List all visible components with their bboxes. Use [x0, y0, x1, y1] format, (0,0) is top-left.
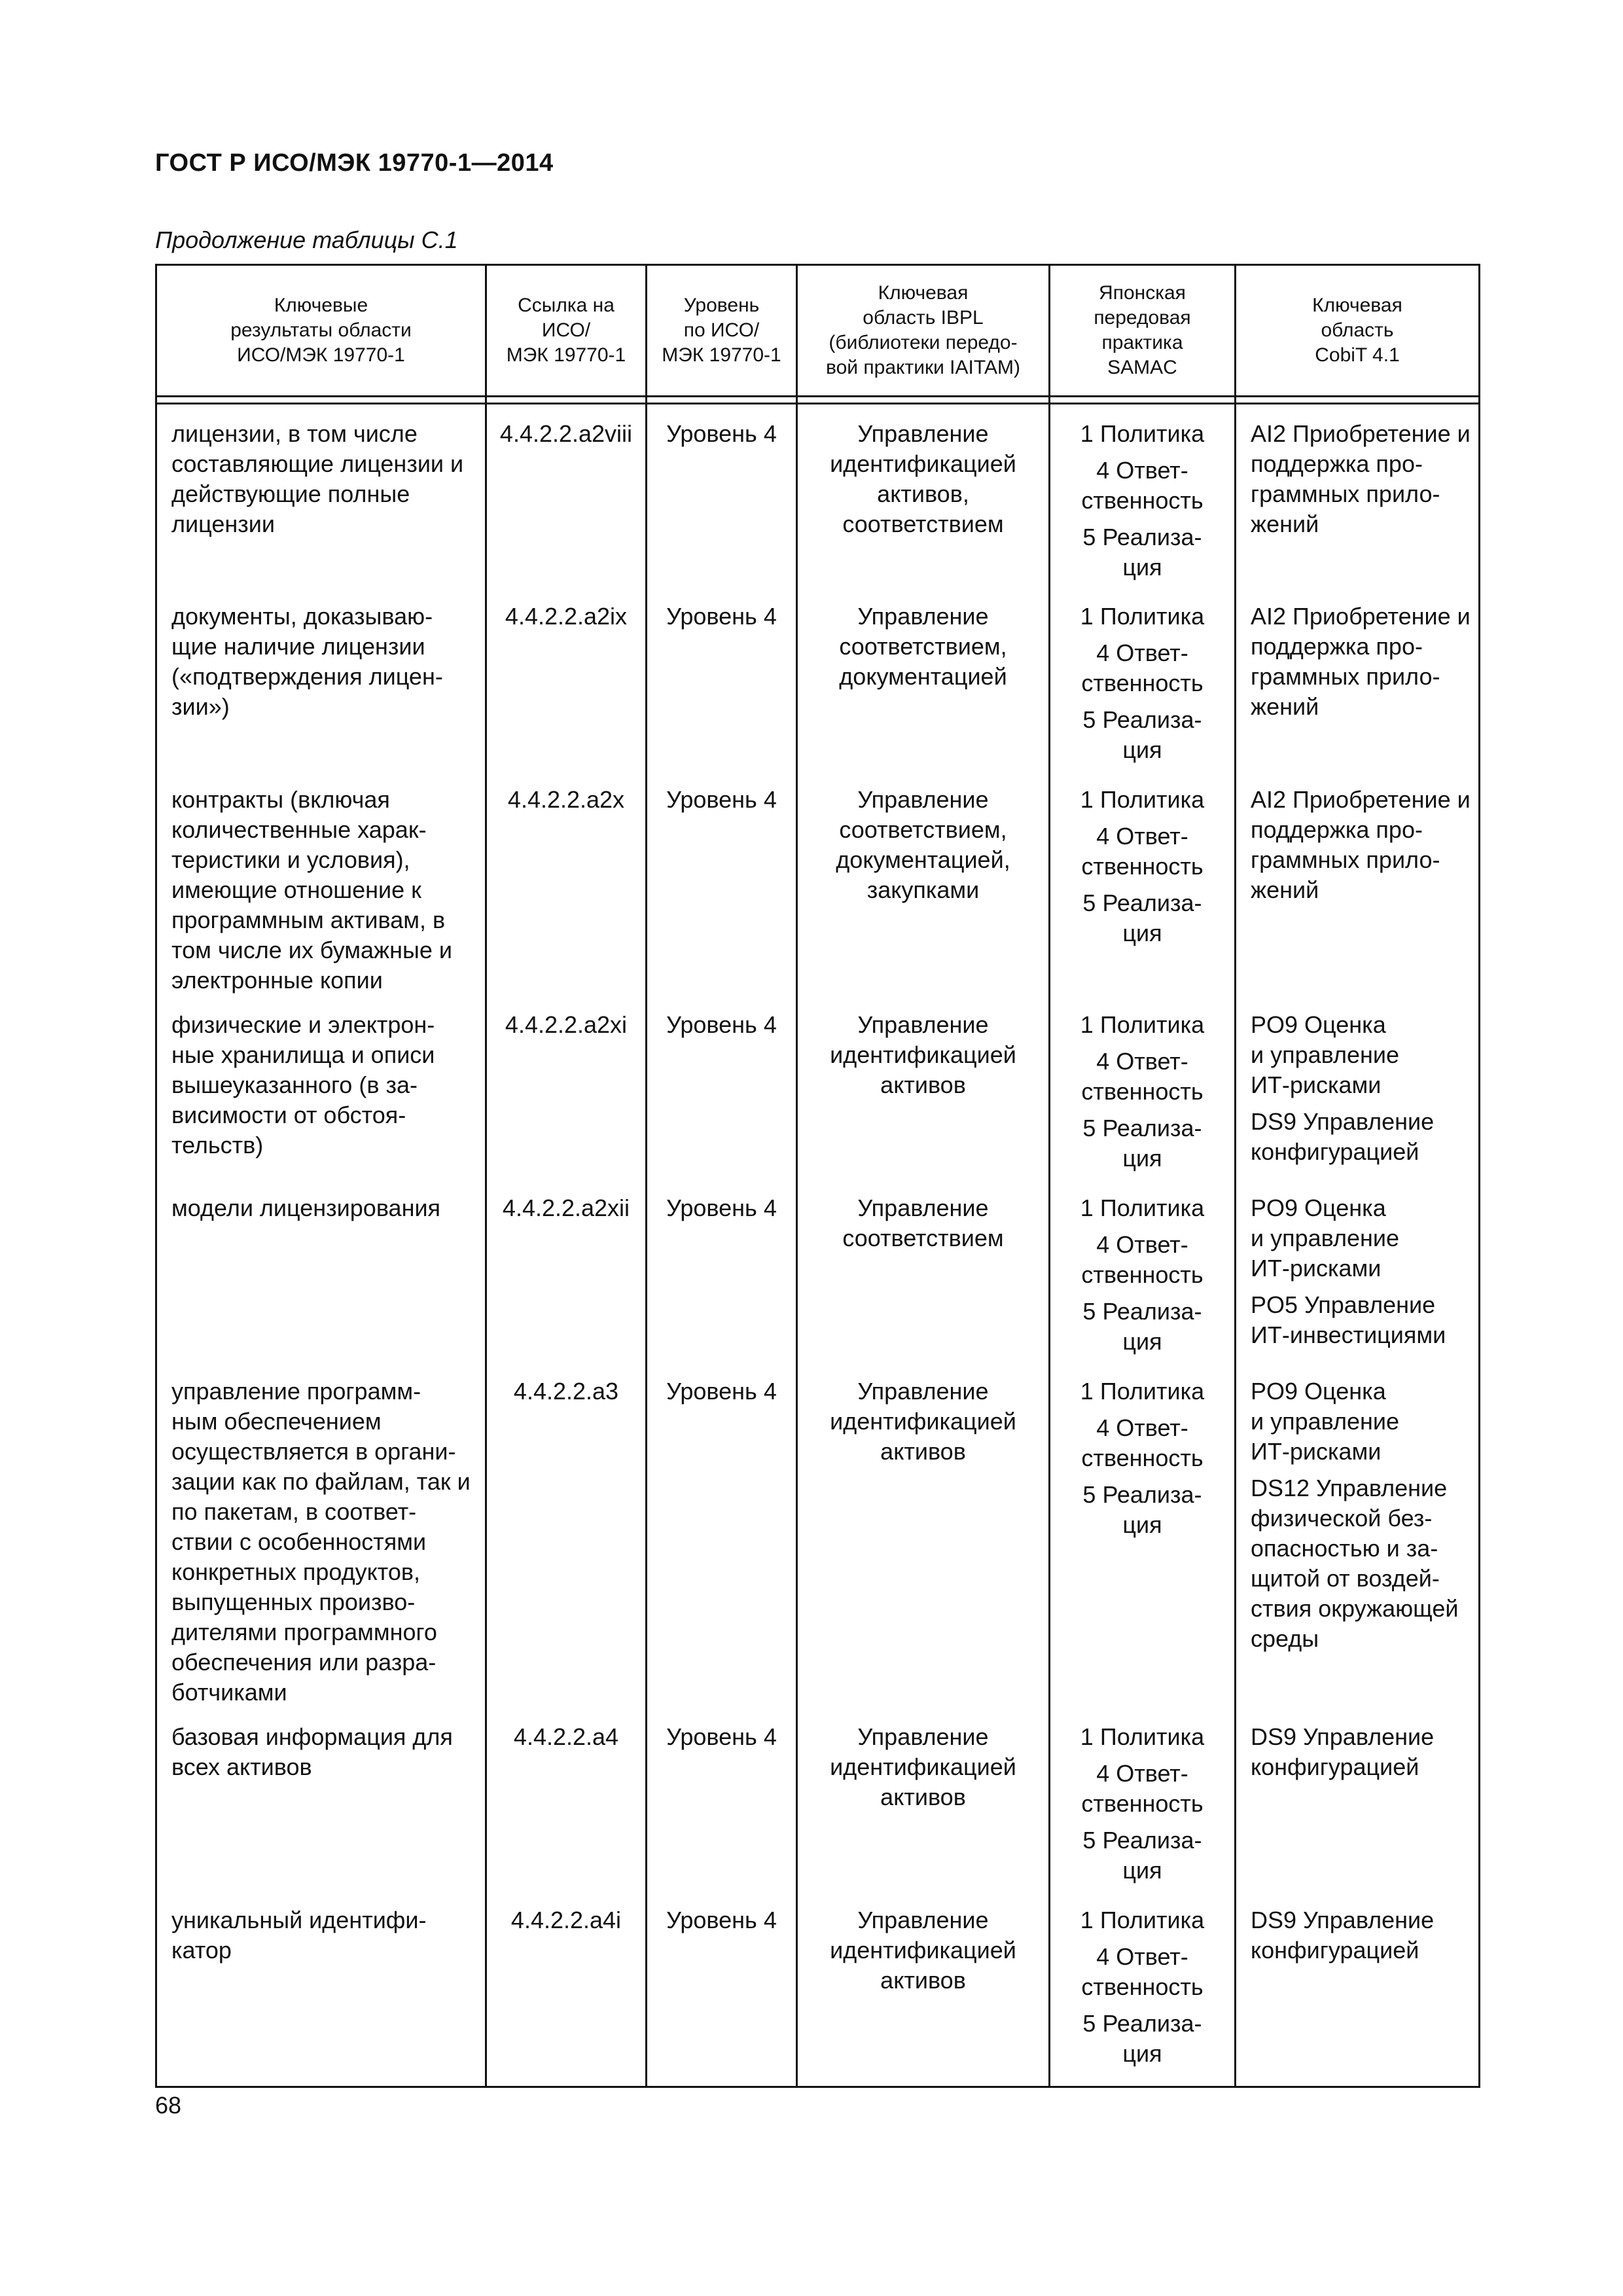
samac-item: 1 Политика: [1080, 1011, 1205, 1038]
cobit-item: AI2 Приобретение и поддержка про- граммных прило- жений: [1251, 785, 1471, 903]
cell-cobit: [1236, 1891, 1480, 2087]
cell-ibpl: [797, 1891, 1050, 2087]
column-header-ibpl: Ключевая область IBPL (библиотеки передо- вой практики IAITAM): [797, 265, 1050, 397]
samac-item: 4 Ответ- ственность: [1081, 1230, 1204, 1288]
cobit-item: PO9 Оценка и управление ИТ-рисками: [1251, 1011, 1399, 1098]
cell-reference-text: 4.4.2.2.a3: [513, 1377, 619, 1405]
cell-level: [647, 1179, 797, 1362]
cell-reference-text: 4.4.2.2.a2ix: [505, 602, 628, 630]
cell-cobit: [1236, 1362, 1480, 1708]
column-header-results: Ключевые результаты области ИСО/МЭК 19770-1: [156, 265, 486, 397]
cell-samac: [1050, 1708, 1236, 1891]
samac-item: 1 Политика: [1080, 420, 1205, 447]
table-row: [156, 1708, 1480, 1891]
cell-result-text: документы, доказываю- щие наличие лицензии («подтверждения лицен- зии»): [171, 602, 443, 720]
samac-item: 4 Ответ- ственность: [1081, 457, 1204, 514]
cell-ibpl: [797, 1362, 1050, 1708]
cell-level-text: Уровень 4: [666, 420, 777, 447]
table-header-row: [156, 265, 1480, 397]
samac-item: 4 Ответ- ственность: [1081, 822, 1204, 880]
cell-reference: [486, 1362, 647, 1708]
cobit-item: PO9 Оценка и управление ИТ-рисками: [1251, 1194, 1399, 1282]
cell-level: [647, 587, 797, 770]
cell-samac: [1050, 1891, 1236, 2087]
cell-cobit: [1236, 1179, 1480, 1362]
cell-level: [647, 770, 797, 996]
cell-reference-text: 4.4.2.2.a4: [513, 1723, 619, 1750]
header-separator-row: [156, 397, 1480, 404]
table-caption: Продолжение таблицы С.1: [155, 226, 458, 253]
cell-reference: [486, 996, 647, 1179]
samac-item: 5 Реализа- ция: [1082, 706, 1202, 763]
cell-result-text: управление программ- ным обеспечением осуществляется в органи- зации как по файлам, так и по пакетам, в соответ- ствии с особенностями конкретных продуктов, выпущенных произво- дителями программного обеспечения или разра- ботчиками: [171, 1377, 471, 1706]
cell-samac: [1050, 996, 1236, 1179]
cell-ibpl: [797, 996, 1050, 1179]
cell-ibpl-text: Управление идентификацией активов, соответствием: [830, 420, 1016, 537]
cell-ibpl-text: Управление соответствием: [842, 1194, 1004, 1251]
cobit-item: DS9 Управление конфигурацией: [1251, 1107, 1435, 1165]
cell-reference: [486, 587, 647, 770]
cell-samac: [1050, 1362, 1236, 1708]
cell-ibpl-text: Управление соответствием, документацией, закупками: [836, 785, 1010, 903]
cell-samac: [1050, 587, 1236, 770]
samac-item: 1 Политика: [1080, 1723, 1205, 1750]
cell-result: [156, 770, 486, 996]
cell-level-text: Уровень 4: [666, 1194, 777, 1221]
cell-result: [156, 1708, 486, 1891]
cell-result: [156, 996, 486, 1179]
column-header-reference: Ссылка на ИСО/ МЭК 19770-1: [486, 265, 647, 397]
cobit-item: DS12 Управление физической без- опасностью и за- щитой от воздей- ствия окружающей среды: [1251, 1474, 1459, 1652]
samac-item: 5 Реализа- ция: [1082, 1826, 1202, 1884]
cell-result: [156, 404, 486, 587]
cell-reference: [486, 1179, 647, 1362]
samac-item: 1 Политика: [1080, 1906, 1205, 1933]
cell-result: [156, 1362, 486, 1708]
cell-cobit: [1236, 587, 1480, 770]
cell-cobit: [1236, 770, 1480, 996]
cobit-item: AI2 Приобретение и поддержка про- граммных прило- жений: [1251, 602, 1471, 720]
samac-item: 1 Политика: [1080, 602, 1205, 630]
cell-ibpl-text: Управление идентификацией активов: [830, 1377, 1016, 1465]
samac-item: 1 Политика: [1080, 1194, 1205, 1221]
cobit-item: PO9 Оценка и управление ИТ-рисками: [1251, 1377, 1399, 1465]
cell-reference: [486, 404, 647, 587]
samac-item: 5 Реализа- ция: [1082, 1480, 1202, 1538]
samac-item: 4 Ответ- ственность: [1081, 639, 1204, 696]
cell-level: [647, 1708, 797, 1891]
table-row: [156, 1179, 1480, 1362]
cell-cobit: [1236, 1708, 1480, 1891]
page-number: 68: [155, 2092, 182, 2119]
cell-level-text: Уровень 4: [666, 602, 777, 630]
cell-result: [156, 1179, 486, 1362]
cell-level: [647, 1362, 797, 1708]
cell-level: [647, 996, 797, 1179]
cell-result: [156, 1891, 486, 2087]
document-header-title: ГОСТ Р ИСО/МЭК 19770-1—2014: [155, 149, 554, 177]
cell-level-text: Уровень 4: [666, 1011, 777, 1038]
cell-ibpl-text: Управление идентификацией активов: [830, 1906, 1016, 1994]
cell-level-text: Уровень 4: [666, 785, 777, 813]
table-row: [156, 996, 1480, 1179]
cell-ibpl: [797, 1708, 1050, 1891]
cell-reference: [486, 1708, 647, 1891]
table-row: [156, 1891, 1480, 2087]
samac-item: 1 Политика: [1080, 785, 1205, 813]
cell-ibpl-text: Управление идентификацией активов: [830, 1011, 1016, 1098]
cell-ibpl: [797, 770, 1050, 996]
cell-samac: [1050, 770, 1236, 996]
cell-result-text: базовая информация для всех активов: [171, 1723, 453, 1780]
samac-item: 4 Ответ- ственность: [1081, 1414, 1204, 1471]
column-header-level: Уровень по ИСО/ МЭК 19770-1: [647, 265, 797, 397]
column-header-samac: Японская передовая практика SAMAC: [1050, 265, 1236, 397]
cell-result-text: контракты (включая количественные харак- теристики и условия), имеющие отношение к программным активам, в том числе их бумажные и электронные копии: [171, 785, 453, 994]
cell-level: [647, 1891, 797, 2087]
cell-reference-text: 4.4.2.2.a2viii: [499, 420, 633, 447]
cell-result-text: физические и электрон- ные хранилища и описи вышеуказанного (в за- висимости от обстоя- тельств): [171, 1011, 435, 1158]
cobit-item: AI2 Приобретение и поддержка про- граммных прило- жений: [1251, 420, 1471, 537]
samac-item: 4 Ответ- ственность: [1081, 1047, 1204, 1105]
cell-result-text: уникальный идентифи- катор: [171, 1906, 427, 1964]
samac-item: 4 Ответ- ственность: [1081, 1759, 1204, 1817]
cell-reference-text: 4.4.2.2.a2xi: [505, 1011, 628, 1038]
table-row: [156, 1362, 1480, 1708]
cell-level-text: Уровень 4: [666, 1906, 777, 1933]
cell-cobit: [1236, 996, 1480, 1179]
cell-result: [156, 587, 486, 770]
cell-ibpl: [797, 1179, 1050, 1362]
cell-ibpl-text: Управление соответствием, документацией: [839, 602, 1007, 690]
cell-ibpl-text: Управление идентификацией активов: [830, 1723, 1016, 1810]
samac-item: 5 Реализа- ция: [1082, 524, 1202, 581]
samac-item: 5 Реализа- ция: [1082, 1297, 1202, 1355]
cell-reference-text: 4.4.2.2.a4i: [510, 1906, 622, 1933]
cell-ibpl: [797, 587, 1050, 770]
cell-ibpl: [797, 404, 1050, 587]
cell-result-text: модели лицензирования: [171, 1194, 441, 1221]
table-row: [156, 770, 1480, 996]
table-row: [156, 404, 1480, 587]
cell-reference: [486, 770, 647, 996]
cell-cobit: [1236, 404, 1480, 587]
cell-level-text: Уровень 4: [666, 1723, 777, 1750]
table-body: [156, 404, 1480, 2087]
samac-item: 1 Политика: [1080, 1377, 1205, 1405]
cell-reference: [486, 1891, 647, 2087]
cell-reference-text: 4.4.2.2.a2xii: [502, 1194, 630, 1221]
samac-item: 5 Реализа- ция: [1082, 1114, 1202, 1172]
cobit-item: PO5 Управление ИТ-инвестициями: [1251, 1291, 1446, 1348]
cobit-item: DS9 Управление конфигурацией: [1251, 1723, 1435, 1780]
cell-samac: [1050, 404, 1236, 587]
cell-result-text: лицензии, в том числе составляющие лицензии и действующие полные лицензии: [171, 420, 464, 537]
samac-item: 5 Реализа- ция: [1082, 2009, 1202, 2067]
standards-mapping-table: [155, 264, 1480, 2088]
samac-item: 4 Ответ- ственность: [1081, 1943, 1204, 2000]
column-header-cobit: Ключевая область CobiT 4.1: [1236, 265, 1480, 397]
cell-samac: [1050, 1179, 1236, 1362]
samac-item: 5 Реализа- ция: [1082, 889, 1202, 946]
cell-level: [647, 404, 797, 587]
cell-reference-text: 4.4.2.2.a2x: [507, 785, 625, 813]
table-row: [156, 587, 1480, 770]
cobit-item: DS9 Управление конфигурацией: [1251, 1906, 1435, 1964]
cell-level-text: Уровень 4: [666, 1377, 777, 1405]
